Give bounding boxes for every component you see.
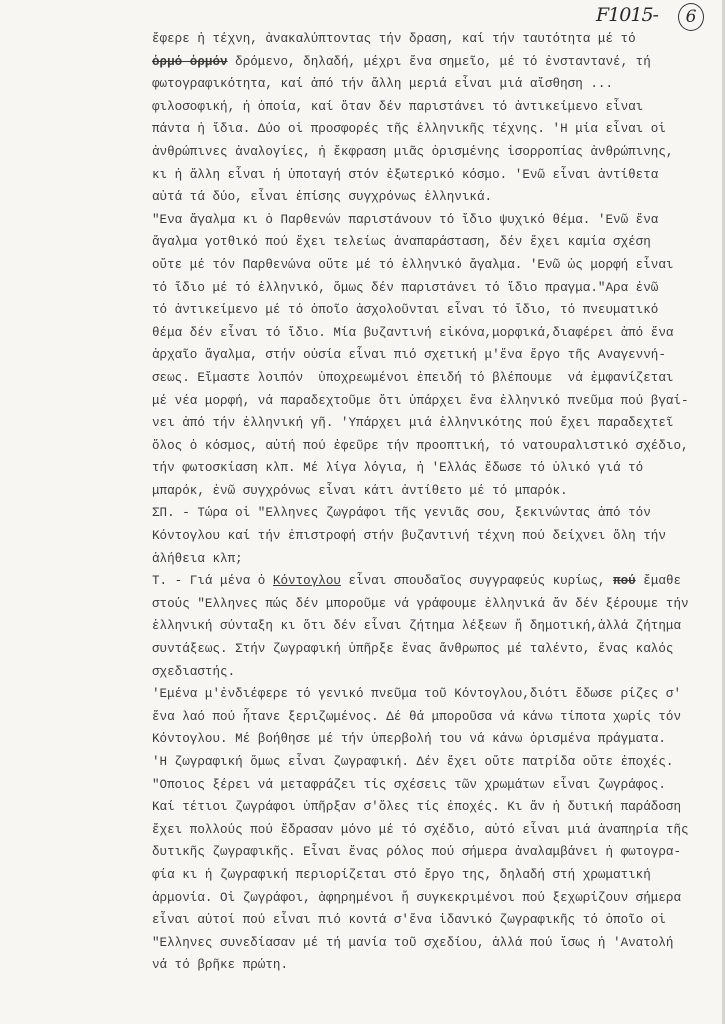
- text-line: [152, 118, 722, 141]
- text-line: [152, 344, 722, 367]
- text-segment: Κόντογλου καί τήν ἐπιστροφή στήν βυζαντινή τέχνη πού δείχνει ὅλη τήν: [152, 529, 666, 544]
- text-line: [152, 73, 722, 96]
- text-line: [152, 141, 722, 164]
- text-segment: "Οποιος ξέρει νά μεταφράζει τίς σχέσεις τῶν χρωμάτων εἶναι ζωγράφος.: [152, 777, 666, 792]
- text-line: [152, 525, 722, 548]
- text-line: [152, 231, 722, 254]
- text-segment: δυτικῆς ζωγραφικῆς. Εἶναι ἕνας ρόλος πού σήμερα ἀναλαμβάνει ἡ φωτογρα-: [152, 845, 682, 860]
- text-line: [152, 254, 722, 277]
- text-segment: συντάξεως. Στήν ζωγραφική ὑπῆρξε ἕνας ἄνθρωπος μέ ταλέντο, ἕνας καλός: [152, 642, 674, 657]
- text-line: [152, 887, 722, 910]
- text-line: [152, 28, 722, 51]
- text-line: [152, 435, 722, 458]
- text-segment: ὅλος ὁ κόσμος, αὐτή πού ἐφεῦρε τήν προοπτική, τό νατουραλιστικό σχέδιο,: [152, 438, 689, 453]
- text-line: [152, 638, 722, 661]
- text-line: [152, 457, 722, 480]
- text-segment: πάντα ἡ ἴδια. Δύο οἱ προσφορές τῆς ἑλληνικῆς τέχνης. 'Η μία εἶναι οἱ: [152, 122, 666, 137]
- text-line: [152, 932, 722, 955]
- text-segment: μέ νέα μορφή, νά παραδεχτοῦμε ὅτι ὑπάρχει ἕνα ἑλληνικό πνεῦμα πού βγαί-: [152, 393, 689, 408]
- text-segment: ἔχει πολλούς πού ἔδρασαν μόνο μέ τό σχέδιο, αὐτό εἶναι μιά ἀναπηρία τῆς: [152, 822, 689, 837]
- text-segment: σχεδιαστής.: [152, 664, 236, 679]
- text-segment: ἀρχαῖο ἄγαλμα, στήν οὐσία εἶναι πιό σχετική μ'ἕνα ἔργο τῆς Αναγεννή-: [152, 348, 666, 363]
- text-segment: ἑλληνική σύνταξη κι ὅτι δέν εἶναι ζήτημα λέξεων ἤ δημοτική,ἀλλά ζήτημα: [152, 619, 682, 634]
- text-segment: ἁρμονία. Οἱ ζωγράφοι, ἀφηρημένοι ἤ συγκεκριμένοι πού ξεχωρίζουν σήμερα: [152, 890, 682, 905]
- text-line: [152, 480, 722, 503]
- page-number: 6: [678, 3, 704, 31]
- text-line: [152, 909, 722, 932]
- text-line: [152, 796, 722, 819]
- text-line: [152, 615, 722, 638]
- struck-text: ὁρμό ὁρμόν: [152, 54, 228, 69]
- text-line: [152, 954, 722, 977]
- text-line: [152, 706, 722, 729]
- text-line: [152, 322, 722, 345]
- text-segment: ἕνα λαό πού ἦτανε ξεριζωμένος. Δέ θά μποροῦσα νά κάνω τίποτα χωρίς τόν: [152, 709, 682, 724]
- text-line: [152, 277, 722, 300]
- text-segment: "Ελληνες συνεδίασαν μέ τή μανία τοῦ σχεδίου, ἀλλά πού ἴσως ἡ 'Ανατολή: [152, 935, 674, 950]
- text-segment: νει ἀπό τήν ἑλληνική γῆ. 'Υπάρχει μιά ἑλληνικότης πού ἔχει παραδεχτεῖ: [152, 416, 674, 431]
- text-segment: εἶναι αὐτοί πού εἶναι πιό κοντά σ'ἕνα ἰδανικό ζωγραφικῆς τό ὁποῖο οἱ: [152, 913, 666, 928]
- text-line: [152, 548, 722, 571]
- text-segment: φωτογραφικότητα, καί ἀπό τήν ἄλλη μεριά εἶναι μιά αἴσθηση ...: [152, 77, 614, 92]
- text-line: [152, 819, 722, 842]
- text-line: [152, 864, 722, 887]
- text-segment: μπαρόκ, ἐνῶ συγχρόνως εἶναι κάτι ἀντίθετο μέ τό μπαρόκ.: [152, 483, 568, 498]
- text-segment: στούς "Ελληνες πώς δέν μποροῦμε νά γράφουμε ἑλληνικά ἄν δέν ξέρουμε τήν: [152, 596, 689, 611]
- text-segment: 'Εμένα μ'ἐνδιέφερε τό γενικό πνεῦμα τοῦ Κόντογλου,διότι ἔδωσε ρίζες σ': [152, 687, 682, 702]
- text-segment: εἶναι σπουδαῖος συγγραφεύς κυρίως,: [340, 574, 614, 589]
- typed-text-body: [152, 28, 722, 977]
- text-line: [152, 661, 722, 684]
- text-segment: θέμα δέν εἶναι τό ἴδιο. Μία βυζαντινή εἰκόνα,μορφικά,διαφέρει ἀπό ἕνα: [152, 325, 674, 340]
- text-line: [152, 570, 722, 593]
- text-line: [152, 209, 722, 232]
- text-line: [152, 412, 722, 435]
- text-segment: 'Η ζωγραφική ὅμως εἶναι ζωγραφική. Δέν ἔχει οὔτε πατρίδα οὔτε ἐποχές.: [152, 755, 674, 769]
- text-segment: ἄγαλμα γοτθικό πού ἔχει τελείως ἀναπαράσταση, δέν ἔχει καμία σχέση: [152, 235, 651, 250]
- text-segment: τό ἴδιο μέ τό ἑλληνικό, ὅμως δέν παριστάνει τό ἴδιο πραγμα."Αρα ἐνῶ: [152, 280, 659, 295]
- text-segment: φιλοσοφική, ἡ ὁποία, καί ὅταν δέν παριστάνει τό ἀντικείμενο εἶναι: [152, 99, 644, 114]
- underlined-text: Κόντογλου: [272, 574, 341, 589]
- text-segment: ἀλήθεια κλπ;: [152, 551, 243, 566]
- text-segment: οὔτε μέ τόν Παρθενώνα οὔτε μέ τό ἑλληνικό ἄγαλμα. 'Ενῶ ὡς μορφή εἶναι: [152, 257, 674, 272]
- text-segment: κι ἡ ἄλλη εἶναι ἡ ὑποταγή στόν ἐξωτερικό κόσμο. 'Ενῶ εἶναι ἀντίθετα: [152, 167, 659, 182]
- text-segment: ἔμαθε: [635, 574, 682, 589]
- text-segment: ΣΠ. - Τώρα οἱ "Ελληνες ζωγράφοι τῆς γενιᾶς σου, ξεκινώντας ἀπό τόν: [152, 506, 651, 521]
- text-line: [152, 367, 722, 390]
- text-line: [152, 774, 722, 797]
- text-segment: σεως. Εἴμαστε λοιπόν ὑποχρεωμένοι ἐπειδή τό βλέπουμε νά ἐμφανίζεται: [152, 370, 674, 385]
- text-segment: Τ. - Γιά μένα ὁ: [152, 574, 273, 589]
- text-segment: ἔφερε ἡ τέχνη, ἀνακαλύπτοντας τήν δραση, καί τήν ταυτότητα μέ τό: [152, 32, 636, 46]
- text-line: [152, 751, 722, 774]
- text-line: [152, 96, 722, 119]
- text-line: [152, 51, 722, 74]
- text-segment: νά τό βρῆκε πρώτη.: [152, 958, 289, 973]
- text-segment: δρόμενο, δηλαδή, μέχρι ἕνα σημεῖο, μέ τό ἐνσταντανέ, τή: [227, 54, 651, 69]
- text-line: [152, 164, 722, 187]
- text-segment: ἀνθρώπινες ἀναλογίες, ἡ ἔκφραση μιᾶς ὁρισμένης ἰσορροπίας ἀνθρώπινης,: [152, 144, 674, 159]
- text-line: [152, 186, 722, 209]
- text-segment: αὐτά τά δύο, εἶναι ἐπίσης συγχρόνως ἑλληνικά.: [152, 190, 493, 205]
- text-line: [152, 683, 722, 706]
- text-line: [152, 728, 722, 751]
- text-segment: τήν φωτοσκίαση κλπ. Μέ λίγα λόγια, ἡ 'Ελλάς ἔδωσε τό ὑλικό γιά τό: [152, 461, 644, 476]
- text-segment: Κόντογλου. Μέ βοήθησε μέ τήν ὑπερβολή του νά κάνω ὁρισμένα πράγματα.: [152, 732, 666, 747]
- text-line: [152, 299, 722, 322]
- text-line: [152, 502, 722, 525]
- text-line: [152, 841, 722, 864]
- text-segment: φία κι ἡ ζωγραφική περιορίζεται στό ἔργο της, δηλαδή στή χρωματική: [152, 867, 651, 882]
- text-segment: τό ἀντικείμενο μέ τό ὁποῖο ἀσχολοῦνται εἶναι τό ἴδιο, τό πνευματικό: [152, 303, 659, 318]
- text-segment: "Ενα ἄγαλμα κι ὁ Παρθενών παριστάνουν τό ἴδιο ψυχικό θέμα. 'Ενῶ ἕνα: [152, 212, 659, 227]
- archive-reference: F1015-: [596, 4, 658, 26]
- text-line: [152, 593, 722, 616]
- struck-text: πού: [613, 574, 636, 589]
- text-segment: Καί τέτιοι ζωγράφοι ὑπῆρξαν σ'ὅλες τίς ἐποχές. Κι ἄν ἡ δυτική παράδοση: [152, 800, 682, 815]
- text-line: [152, 390, 722, 413]
